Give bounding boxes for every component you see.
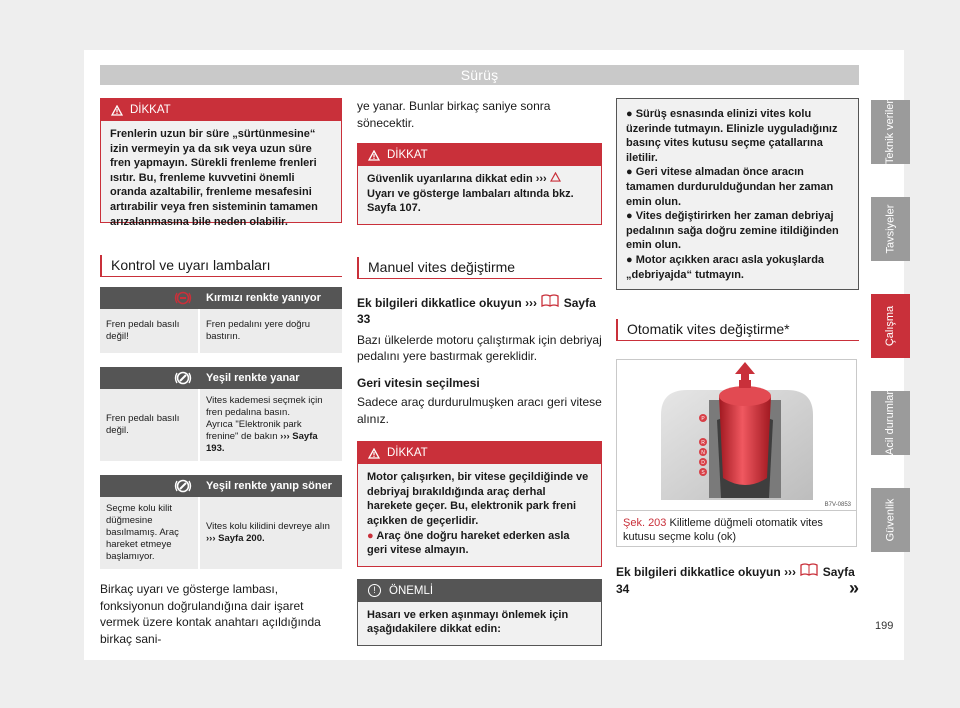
- sidebar-tab-teknik-veriler[interactable]: [871, 100, 910, 164]
- lamp-icon-cell: [100, 367, 200, 389]
- warning-label: DİKKAT: [387, 446, 428, 459]
- lamp-cause: Fren pedalı basılı değil.: [100, 389, 200, 461]
- warning-text: Güvenlik uyarılarına dikkat edin: [367, 173, 533, 185]
- lamp-cause: Fren pedalı basılı değil!: [100, 309, 200, 353]
- note-bullet: [626, 165, 849, 209]
- section-title-lamps: Kontrol ve uyarı lambaları: [100, 255, 342, 277]
- lamp-cause: Seçme kolu kilit düğmesine basılmamış. Araç hareket etmeye başlamıyor.: [100, 497, 200, 569]
- warning-label: DİKKAT: [387, 148, 428, 161]
- lamp-action: [200, 497, 342, 569]
- body-text: ye yanar. Bunlar birkaç saniye sonra sönecektir.: [357, 99, 551, 130]
- warning-ref-text[interactable]: Uyarı ve gösterge lambaları altında bkz. Sayfa 107.: [367, 187, 574, 215]
- warning-text: Frenlerin uzun bir süre „sürtünmesine“ izin vermeyin ya da sık veya uzun süre fren yapmayın. Sürekli frenleme frenleri ısıtır. Bu, frenleme kuvvetini önemli oranda azaltabilir, frenleme mesafesini artırabilir veya fren sisteminin tamamen arızalanmasına bile neden olabilir.: [110, 128, 318, 228]
- gear-selector-illustration: [617, 360, 856, 510]
- ref-arrow: ›››: [206, 533, 216, 544]
- body-text: Sadece araç durdurulmuşken aracı geri vitese alınız.: [357, 395, 602, 426]
- body-text: Bazı ülkelerde motoru çalıştırmak için debriyaj pedalını yere bastırmak gereklidir.: [357, 332, 602, 364]
- warning-triangle-icon: [111, 105, 123, 116]
- sidebar-tab-guvenlik[interactable]: [871, 488, 910, 552]
- warning-triangle-icon: [550, 172, 561, 182]
- lamp-table-green: [100, 367, 342, 461]
- gear-label-s: S: [701, 470, 705, 476]
- warning-box-safety: [357, 143, 602, 225]
- warning-label: DİKKAT: [130, 103, 171, 116]
- brake-pedal-green-icon: [174, 371, 192, 385]
- note-text: Hasarı ve erken aşınmayı önlemek için aşağıdakilere dikkat edin:: [367, 608, 569, 636]
- figure-ref: Şek. 203: [623, 517, 667, 529]
- gear-label-p: P: [701, 416, 705, 422]
- body-text: Birkaç uyarı ve gösterge lambası, fonksiyonun doğrulandığına dair işaret vermek üzere kontak anahtarı açıldığında birkaç sani-: [100, 582, 321, 646]
- note-box-important: [357, 579, 602, 646]
- warning-box-reverse: [357, 441, 602, 567]
- note-bullet: [626, 253, 849, 282]
- note-bullets: [617, 99, 858, 290]
- figure-caption-text: Kilitleme düğmeli otomatik vites kutusu seçme kolu (ok): [623, 517, 823, 543]
- bullet-dot: ●: [367, 529, 374, 542]
- sidebar-tab-tavsiyeler[interactable]: [871, 197, 910, 261]
- lamp-action: [200, 389, 342, 461]
- outro-line: [616, 562, 859, 597]
- info-circle-icon: !: [368, 584, 381, 597]
- page-ref-link[interactable]: Sayfa 200.: [218, 533, 265, 544]
- page-ref-link[interactable]: Sayfa 34: [616, 565, 855, 596]
- sidebar-tab-label: Acil durumlar: [884, 390, 897, 456]
- continue-mark: »: [848, 577, 859, 598]
- ref-arrow: ›››: [280, 431, 290, 442]
- subheading: Geri vitesin seçilmesi: [357, 375, 480, 390]
- gear-label-d: D: [701, 460, 705, 466]
- note-bullet-text: Sürüş esnasında elinizi vites kolu üzerinde tutmayın. Elinizle uyguladığınız basınç vites kutusu seçme çatallarına iletilir.: [626, 108, 838, 164]
- warning-header: [358, 144, 601, 166]
- lamp-table-green-blink: [100, 475, 342, 569]
- intro-line: [357, 293, 602, 328]
- lamp-table-red: [100, 287, 342, 353]
- lamp-icon-cell: [100, 287, 200, 309]
- lamp-action: Fren pedalını yere doğru bastırın.: [200, 309, 342, 353]
- outro-bold: Ek bilgileri dikkatlice okuyun: [616, 565, 781, 579]
- ref-arrow: ›››: [784, 565, 797, 579]
- bullet-dot: ●: [626, 166, 633, 179]
- warning-triangle-icon: [368, 448, 380, 459]
- lamp-header: Kırmızı renkte yanıyor: [200, 287, 342, 309]
- note-bullet-text: Geri vitese almadan önce aracın tamamen durdurulduğundan her zaman emin olun.: [626, 166, 834, 208]
- warning-box-brakes: [100, 98, 342, 228]
- lamp-header: Yeşil renkte yanıp söner: [200, 475, 342, 497]
- warning-text: Motor çalışırken, bir vitese geçildiğinde ve debriyaj bırakıldığında araç derhal harekete geçer. Bu, elektronik park freni açıkken de geçerlidir.: [367, 471, 589, 528]
- lamp-action-line1: Vites kolu kilidini devreye alın: [206, 521, 330, 532]
- bullet-dot: ●: [626, 108, 633, 120]
- note-box-continued: [616, 98, 859, 290]
- sidebar-tab-label: Çalışma: [884, 305, 897, 347]
- gear-label-n: N: [701, 450, 705, 456]
- page-ref-link[interactable]: Sayfa 33: [357, 295, 596, 327]
- brake-pedal-red-icon: [174, 291, 192, 305]
- figure-caption: [617, 510, 856, 546]
- gear-label-r: R: [701, 440, 705, 446]
- warning-triangle-icon: [368, 150, 380, 161]
- book-icon: [799, 562, 819, 576]
- note-bullet-text: Motor açıkken aracı asla yokuşlarda „debriyajda“ tutmayın.: [626, 253, 825, 281]
- brake-pedal-blink-icon: [174, 479, 192, 493]
- sidebar-tab-label: Güvenlik: [884, 498, 897, 542]
- page-ref-link[interactable]: Sayfa 193.: [206, 431, 318, 454]
- note-label: ÖNEMLİ: [389, 584, 434, 597]
- lamp-header: Yeşil renkte yanar: [200, 367, 342, 389]
- column-1: [100, 98, 342, 647]
- warning-body: [358, 166, 601, 224]
- header-title: Sürüş: [460, 67, 499, 83]
- ref-arrow: ›››: [525, 295, 538, 310]
- sidebar-tab-label: Tavsiyeler: [884, 204, 897, 254]
- section-title-manual: Manuel vites değiştirme: [357, 257, 602, 279]
- book-icon: [540, 293, 560, 307]
- gear-selector-image: [617, 360, 856, 510]
- note-header: [358, 580, 601, 602]
- lamp-action-line2: Ayrıca "Elektronik park frenine" de bakın: [206, 419, 302, 442]
- figure-code: B7V-0853: [824, 502, 851, 508]
- sidebar-tab-label: Teknik veriler: [884, 99, 897, 165]
- sidebar-tab-calisma[interactable]: [871, 294, 910, 358]
- lamp-action-line1: Vites kademesi seçmek için fren pedalına basın.: [206, 395, 323, 418]
- lamp-icon-cell: [100, 475, 200, 497]
- sidebar-tab-acil-durumlar[interactable]: [871, 391, 910, 455]
- page-number: 199: [875, 620, 894, 632]
- ref-arrow: ›››: [535, 173, 547, 185]
- warning-body: [358, 464, 601, 566]
- warning-header: [358, 442, 601, 464]
- figure-203: [616, 359, 857, 547]
- note-bullet: [626, 107, 849, 165]
- section-title-automatic: Otomatik vites değiştirme*: [616, 319, 859, 341]
- warning-bullet: [367, 529, 592, 558]
- warning-bullet-text: Araç öne doğru hareket ederken asla geri vitese almayın.: [367, 529, 570, 557]
- note-bullet-text: Vites değiştirirken her zaman debriyaj pedalının sağa doğru zemine itildiğinden emin olun.: [626, 210, 839, 252]
- column-3: [616, 98, 859, 597]
- bullet-dot: ●: [626, 210, 633, 223]
- intro-bold: Ek bilgileri dikkatlice okuyun: [357, 295, 522, 310]
- warning-header: [101, 99, 341, 121]
- page-header: [100, 65, 859, 85]
- note-bullet: [626, 209, 849, 253]
- column-2: [357, 98, 602, 646]
- bullet-dot: ●: [626, 253, 633, 266]
